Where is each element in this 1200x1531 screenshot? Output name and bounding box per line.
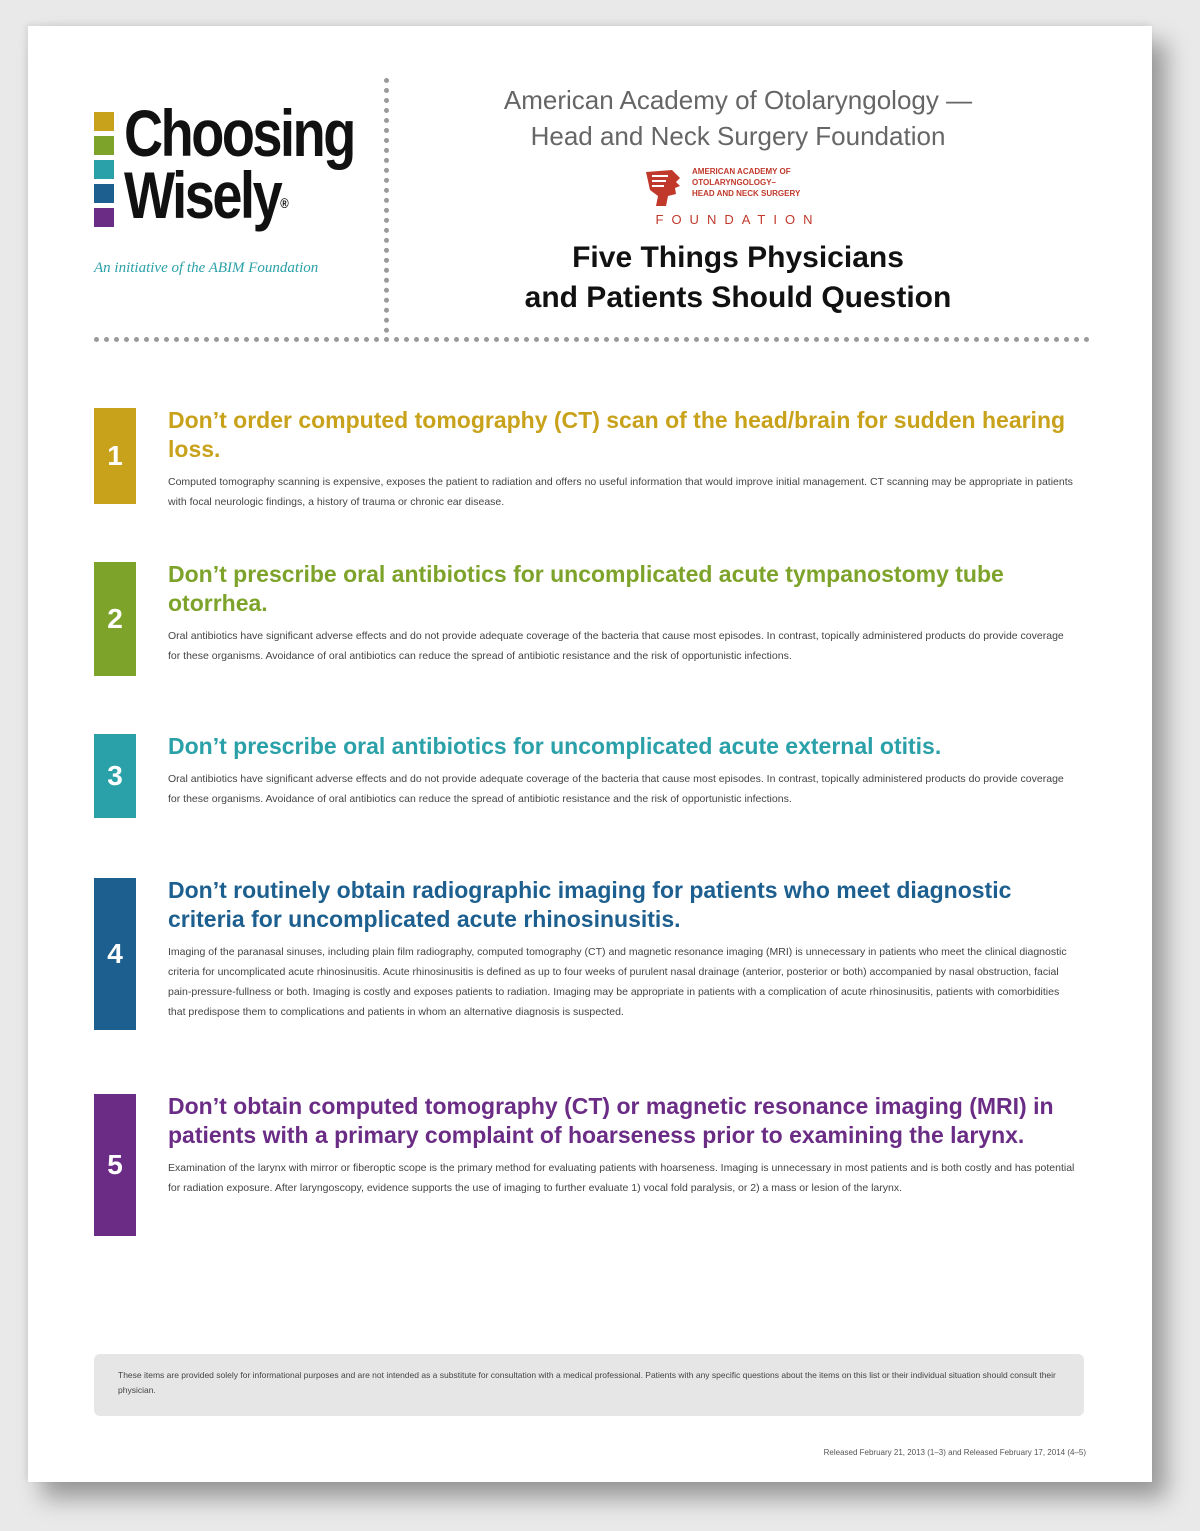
disclaimer-box: These items are provided solely for informational purposes and are not intended as a substitute for consultation with a medical professional. Patients with any specific questions about the items on this list or their individual situation should consult their physician. — [94, 1354, 1084, 1416]
logo-color-bars — [94, 112, 114, 232]
item-number-box-5 — [94, 1094, 136, 1236]
logo-bar-5 — [94, 208, 114, 227]
foundation-logo-line-1: AMERICAN ACADEMY OF — [692, 167, 791, 176]
item-number-1: 1 — [107, 440, 123, 471]
item-text-2 — [168, 560, 1078, 666]
logo-line-2 — [124, 158, 354, 232]
item-number-box-4 — [94, 878, 136, 1030]
foundation-logo-text — [692, 166, 842, 199]
item-text-5 — [168, 1092, 1078, 1198]
item-body-1: Computed tomography scanning is expensive, exposes the patient to radiation and offers no useful information that would improve initial management. CT scanning may be appropriate in patients with focal neurologic findings, a history of trauma or chronic ear disease. — [168, 476, 1073, 508]
item-number-5: 5 — [107, 1149, 123, 1180]
item-heading-4: Don’t routinely obtain radiographic imaging for patients who meet diagnostic criteria for uncomplicated acute rhinosinusitis. — [168, 877, 1012, 932]
item-number-box-2 — [94, 562, 136, 676]
release-date-note: Released February 21, 2013 (1–3) and Released February 17, 2014 (4–5) — [823, 1448, 1086, 1457]
item-text-1 — [168, 406, 1078, 512]
document-title-line-1: Five Things Physicians — [572, 241, 904, 274]
foundation-logo — [638, 162, 838, 228]
foundation-logo-line-2: OTOLARYNGOLOGY– — [692, 178, 777, 187]
item-heading-2: Don’t prescribe oral antibiotics for uncomplicated acute tympanostomy tube otorrhea. — [168, 561, 1004, 616]
vertical-dotted-divider — [384, 78, 389, 333]
document-page — [28, 26, 1152, 1482]
organization-header — [428, 82, 1048, 318]
organization-name — [428, 82, 1048, 154]
logo-line-2-text: Wisely — [124, 158, 281, 232]
logo-line-1: Choosing — [124, 96, 354, 170]
item-number-box-3 — [94, 734, 136, 818]
organization-name-line-1: American Academy of Otolaryngology — — [503, 85, 973, 115]
horizontal-dotted-divider — [94, 337, 1090, 342]
logo-wordmark — [124, 96, 354, 232]
item-number-2: 2 — [107, 603, 123, 634]
item-body-5: Examination of the larynx with mirror or fiberoptic scope is the primary method for evaluating patients with hoarseness. Imaging is unnecessary in most patients and is both costly and has potential for radiation exposure. After laryngoscopy, evidence supports the use of imaging to further evaluate 1) vocal fold paralysis, or 2) a mass or lesion of the larynx. — [168, 1162, 1075, 1194]
item-number-4: 4 — [107, 938, 123, 969]
item-number-box-1 — [94, 408, 136, 504]
item-heading-3: Don’t prescribe oral antibiotics for uncomplicated acute external otitis. — [168, 733, 942, 759]
logo-bar-3 — [94, 160, 114, 179]
item-number-3: 3 — [107, 760, 123, 791]
registered-mark: ® — [280, 195, 289, 211]
logo-tagline: An initiative of the ABIM Foundation — [94, 260, 319, 276]
logo-bar-4 — [94, 184, 114, 203]
organization-name-line-2: Head and Neck Surgery Foundation — [530, 121, 946, 151]
item-heading-5: Don’t obtain computed tomography (CT) or magnetic resonance imaging (MRI) in patients with a primary complaint of hoarseness prior to examining the larynx. — [168, 1093, 1054, 1148]
item-body-3: Oral antibiotics have significant adverse effects and do not provide adequate coverage of the bacteria that cause most episodes. In contrast, topically administered products do provide coverage for these organisms. Avoidance of oral antibiotics can reduce the spread of antibiotic resistance and the risk of opportunistic infections. — [168, 773, 1064, 805]
logo-bar-1 — [94, 112, 114, 131]
logo-bar-2 — [94, 136, 114, 155]
foundation-logo-line-3: HEAD AND NECK SURGERY — [692, 189, 801, 198]
head-profile-icon — [642, 166, 686, 210]
item-text-3 — [168, 732, 1078, 809]
item-text-4 — [168, 876, 1078, 1022]
choosing-wisely-logo — [94, 96, 354, 280]
document-title — [428, 238, 1048, 318]
item-body-4: Imaging of the paranasal sinuses, including plain film radiography, computed tomography (CT) and magnetic resonance imaging (MRI) is unnecessary in patients who meet the clinical diagnostic criteria for uncomplicated acute rhinosinusitis. Acute rhinosinusitis is defined as up to four weeks of purulent nasal drainage (anterior, posterior or both) accompanied by nasal obstruction, facial pain-pressure-fullness or both. Imaging is costly and exposes patients to radiation. Imaging may be appropriate in patients with a complication of acute rhinosinusitis, patients with comorbidities that predispose them to complications and patients in whom an alternative diagnosis is suspected. — [168, 946, 1067, 1018]
item-body-2: Oral antibiotics have significant adverse effects and do not provide adequate coverage of the bacteria that cause most episodes. In contrast, topically administered products do provide coverage for these organisms. Avoidance of oral antibiotics can reduce the spread of antibiotic resistance and the risk of opportunistic infections. — [168, 630, 1064, 662]
item-heading-1: Don’t order computed tomography (CT) scan of the head/brain for sudden hearing loss. — [168, 407, 1066, 462]
foundation-logo-word: FOUNDATION — [655, 212, 821, 227]
document-title-line-2: and Patients Should Question — [524, 281, 952, 314]
